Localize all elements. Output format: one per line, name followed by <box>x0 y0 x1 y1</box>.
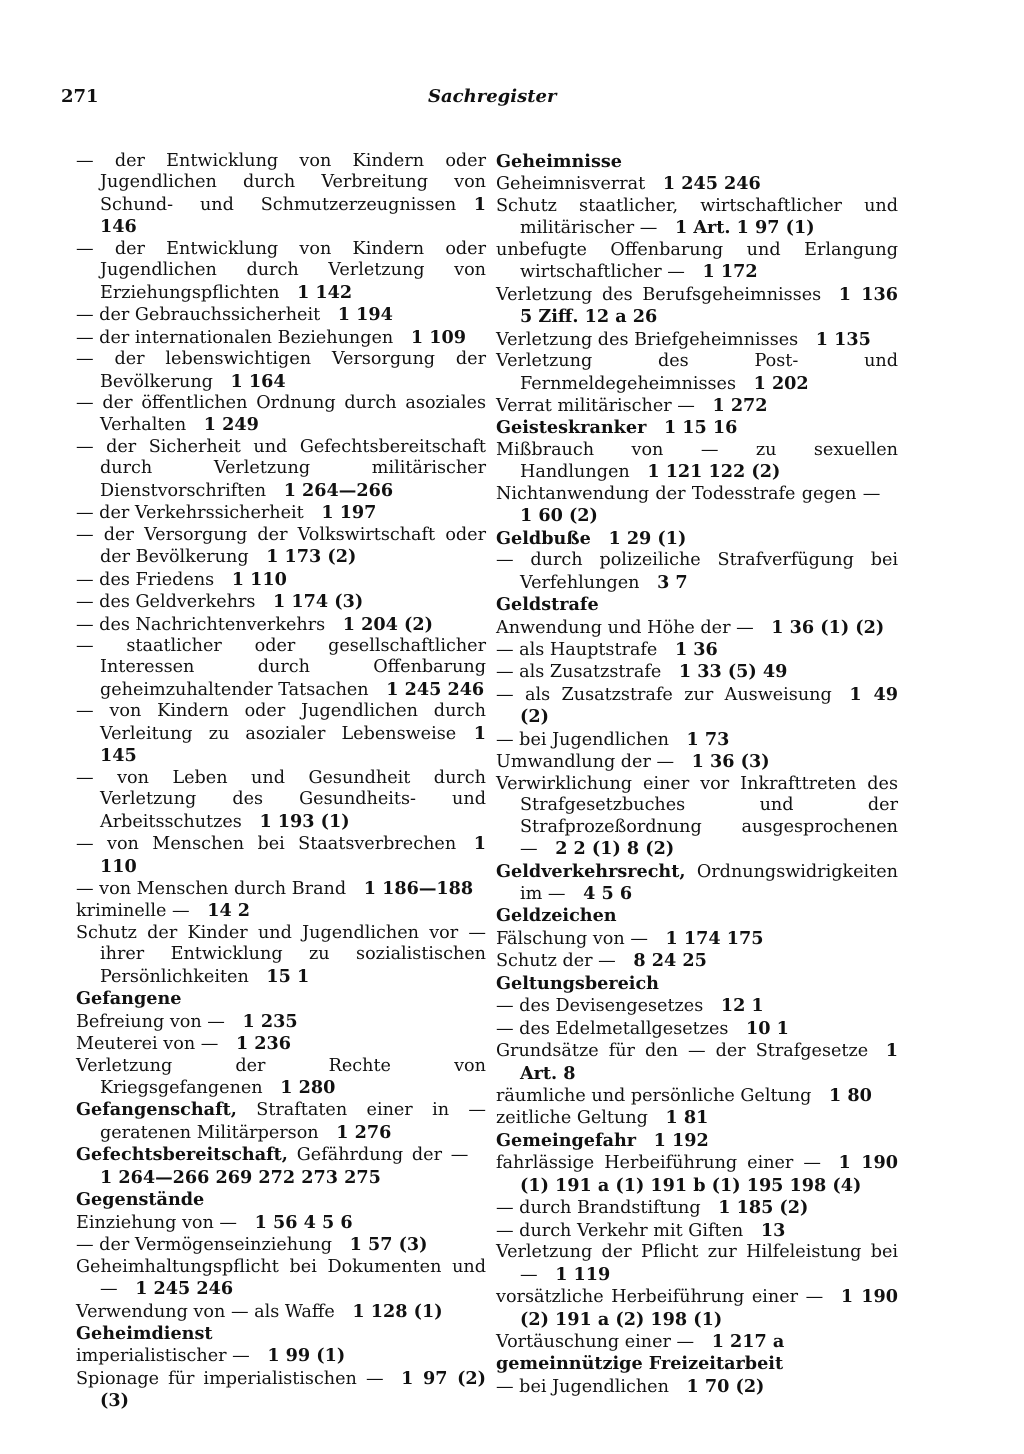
index-entry <box>496 774 898 861</box>
index-entry-text: — der Entwicklung von Kindern oder Jugendlichen durch Verbreitung von Schund- und Schmutzerzeugnissen <box>76 151 486 215</box>
index-heading-term: Geldbuße <box>496 527 591 549</box>
index-entry-reference: 1 264—266 269 272 273 275 <box>100 1166 381 1188</box>
index-heading-suffix: Ordnungswidrigkeiten im — <box>520 861 898 904</box>
index-entry-reference: 1 249 <box>203 414 259 436</box>
index-entry-reference: 1 128 (1) <box>352 1300 443 1322</box>
index-heading-term: gemeinnützige Freizeitarbeit <box>496 1353 784 1375</box>
index-entry <box>76 1033 486 1055</box>
index-entry-text: — als Zusatzstrafe <box>496 662 662 683</box>
index-entry <box>76 1257 486 1301</box>
index-entry <box>496 617 898 639</box>
index-entry-reference: 13 <box>760 1219 786 1241</box>
index-heading-term: Geisteskranker <box>496 417 647 439</box>
index-entry-text: Grundsätze für den — der Strafgesetze <box>496 1041 869 1062</box>
index-entry-reference: 1 172 <box>702 261 758 283</box>
index-entry-reference: 1 142 <box>297 281 353 303</box>
index-heading-term: Gefangene <box>76 988 182 1010</box>
index-entry <box>496 440 898 484</box>
index-entry <box>496 1331 898 1353</box>
index-entry-reference: 1 136 5 Ziff. 12 a 26 <box>520 283 898 328</box>
index-entry <box>76 1368 486 1413</box>
index-entry <box>496 1242 898 1286</box>
index-entry-text: imperialistischer — <box>76 1346 250 1367</box>
index-entry-reference: 1 99 (1) <box>267 1345 346 1367</box>
index-entry-reference: 1 146 <box>100 193 486 238</box>
index-entry-reference: 14 2 <box>207 900 251 922</box>
index-entry <box>76 1011 486 1033</box>
index-entry <box>76 878 486 900</box>
index-entry-text: Schutz staatlicher, wirtschaftlicher und militärischer — <box>496 195 898 239</box>
index-entry <box>76 1301 486 1323</box>
index-entry-text: Einziehung von — <box>76 1212 238 1233</box>
index-entry-text: — der öffentlichen Ordnung durch asoziales Verhalten <box>76 392 486 436</box>
index-entry <box>496 995 898 1017</box>
index-entry <box>76 151 486 239</box>
index-entry <box>496 1040 898 1085</box>
index-entry-reference: 1 97 (2) (3) <box>100 1367 486 1412</box>
index-heading-term: Geldstrafe <box>496 594 599 616</box>
index-entry-reference: 1 119 <box>555 1263 611 1285</box>
index-entry-text: Geheimnisverrat <box>496 174 646 195</box>
index-entry <box>76 502 486 524</box>
index-heading <box>496 861 898 906</box>
index-entry <box>76 591 486 613</box>
index-entry <box>76 1345 486 1367</box>
index-entry-text: — der internationalen Beziehungen <box>76 327 394 348</box>
index-entry-reference: 1 73 <box>686 728 730 750</box>
index-entry-text: — von Leben und Gesundheit durch Verletzung des Gesundheits- und Arbeitsschutzes <box>76 767 486 832</box>
index-entry-reference: 4 5 6 <box>583 882 633 904</box>
index-entry <box>76 393 486 437</box>
index-entry-reference: 1 Art. 8 <box>520 1040 898 1084</box>
index-entry-text: unbefugte Offenbarung und Erlangung wirtschaftlicher — <box>496 239 898 283</box>
index-entry-reference: 1 245 246 <box>662 173 761 195</box>
index-entry <box>496 240 898 284</box>
index-heading <box>76 988 486 1010</box>
index-entry-text: — des Edelmetallgesetzes <box>496 1018 729 1039</box>
index-entry <box>76 525 486 569</box>
index-entry-reference: 1 Art. 1 97 (1) <box>674 217 815 239</box>
index-entry <box>76 768 486 833</box>
index-heading <box>496 528 898 550</box>
index-entry-text: — durch Verkehr mit Giften <box>496 1220 744 1241</box>
index-entry-text: — als Hauptstrafe <box>496 639 658 660</box>
index-entry-text: Verletzung des Briefgeheimnisses <box>496 329 799 350</box>
index-entry-text: Verwendung von — als Waffe <box>76 1301 335 1322</box>
index-entry <box>496 1376 898 1398</box>
index-entry-reference: 1 80 <box>829 1085 872 1107</box>
index-heading <box>496 417 898 439</box>
index-heading <box>76 1323 486 1345</box>
index-heading-term: Gefechtsbereitschaft, <box>76 1144 288 1166</box>
index-entry-text: räumliche und persönliche Geltung <box>496 1086 812 1107</box>
index-heading <box>496 1353 898 1375</box>
index-entry <box>76 636 486 701</box>
index-entry-text: Verletzung der Rechte von Kriegsgefangenen <box>76 1055 486 1099</box>
index-entry-text: — als Zusatzstrafe zur Ausweisung <box>496 684 832 705</box>
index-entry <box>496 729 898 751</box>
index-entry-text: Vortäuschung einer — <box>496 1332 695 1353</box>
index-column-left <box>76 151 486 1413</box>
index-entry-text: — der lebenswichtigen Versorgung der Bevölkerung <box>76 349 486 392</box>
index-entry-text: — von Kindern oder Jugendlichen durch Verleitung zu asozialer Lebensweise <box>76 701 486 744</box>
index-entry <box>496 1220 898 1242</box>
index-heading <box>496 151 898 173</box>
index-heading <box>496 594 898 616</box>
index-entry-text: — von Menschen durch Brand <box>76 878 347 899</box>
index-entry-reference: 1 70 (2) <box>686 1375 765 1397</box>
index-entry-text: — der Sicherheit und Gefechtsbereitschaft durch Verletzung militärischer Dienstvorschriften <box>76 436 486 501</box>
index-entry-text: Nichtanwendung der Todesstrafe gegen — <box>496 483 881 504</box>
index-entry-text: — der Vermögenseinziehung <box>76 1235 333 1256</box>
index-entry-reference: 1 272 <box>712 394 768 416</box>
index-entry-text: Verletzung des Berufsgeheimnisses <box>496 284 822 305</box>
index-entry <box>496 1152 898 1197</box>
index-entry-reference: 1 186—188 <box>363 877 474 899</box>
index-entry <box>76 327 486 349</box>
index-entry-text: — bei Jugendlichen <box>496 1376 669 1397</box>
index-entry <box>496 639 898 661</box>
index-entry <box>496 950 898 972</box>
index-entry <box>76 614 486 636</box>
page-number: 271 <box>61 86 99 107</box>
index-entry <box>76 923 486 988</box>
index-entry <box>496 1107 898 1129</box>
index-entry-text: Spionage für imperialistischen — <box>76 1368 384 1389</box>
index-entry <box>76 437 486 502</box>
index-entry <box>76 1056 486 1100</box>
index-entry-text: Verletzung der Pflicht zur Hilfeleistung bei — <box>496 1242 898 1285</box>
index-entry-text: — der Entwicklung von Kindern oder Jugendlichen durch Verletzung von Erziehungspflichten <box>76 238 486 303</box>
index-entry-reference: 1 194 <box>337 304 393 326</box>
index-entry-reference: 1 245 246 <box>386 678 485 700</box>
running-head: Sachregister <box>428 86 557 107</box>
index-heading-term: Gefangenschaft, <box>76 1099 237 1121</box>
index-entry <box>76 1212 486 1234</box>
index-entry-reference: 3 7 <box>657 571 688 593</box>
index-entry-text: — bei Jugendlichen <box>496 729 669 750</box>
index-entry-reference: 1 245 246 <box>135 1278 234 1300</box>
index-entry-reference: 1 202 <box>753 372 809 394</box>
index-heading-suffix: Straftaten einer in — geratenen Militärperson <box>100 1100 486 1143</box>
index-entry <box>496 661 898 683</box>
index-entry-text: — durch Brandstiftung <box>496 1198 701 1219</box>
index-entry <box>496 1286 898 1331</box>
index-heading <box>76 1189 486 1211</box>
index-entry-text: Anwendung und Höhe der — <box>496 617 754 638</box>
index-entry-text: Mißbrauch von — zu sexuellen Handlungen <box>496 439 898 483</box>
index-entry <box>496 395 898 417</box>
index-entry-reference: 1 276 <box>336 1121 392 1143</box>
index-heading <box>76 1144 486 1189</box>
index-entry-text: zeitliche Geltung <box>496 1108 648 1129</box>
index-entry-reference: 1 36 <box>674 638 718 660</box>
index-heading <box>496 905 898 927</box>
index-heading-term: Gemeingefahr <box>496 1129 637 1151</box>
index-entry <box>496 1018 898 1040</box>
index-entry-reference: 1 29 (1) <box>608 527 687 549</box>
index-entry <box>496 484 898 528</box>
index-entry-text: Meuterei von — <box>76 1034 219 1055</box>
index-entry-text: vorsätzliche Herbeiführung einer — <box>496 1287 824 1308</box>
index-entry-text: fahrlässige Herbeiführung einer — <box>496 1153 821 1174</box>
index-entry-reference: 1 110 <box>100 833 486 877</box>
index-entry-reference: 1 190 (1) 191 a (1) 191 b (1) 195 198 (4) <box>520 1152 898 1196</box>
index-entry-text: Befreiung von — <box>76 1011 225 1032</box>
index-entry-text: Schutz der — <box>496 951 616 972</box>
index-entry <box>496 928 898 950</box>
index-entry <box>496 329 898 351</box>
index-entry-reference: 1 217 a <box>711 1331 785 1353</box>
index-entry-text: Verletzung des Post- und Fernmeldegeheimnisses <box>496 351 898 394</box>
index-entry-reference: 1 174 (3) <box>273 591 364 613</box>
index-entry-reference: 1 36 (1) (2) <box>771 616 885 638</box>
index-entry-reference: 1 173 (2) <box>266 546 357 568</box>
index-entry-reference: 1 264—266 <box>283 479 394 501</box>
index-entry-reference: 1 57 (3) <box>349 1234 428 1256</box>
index-entry <box>76 833 486 878</box>
index-entry-reference: 15 1 <box>266 965 310 987</box>
index-entry-text: Verrat militärischer — <box>496 395 695 416</box>
index-entry <box>496 550 898 594</box>
index-heading-term: Gegenstände <box>76 1189 205 1211</box>
index-entry <box>496 1197 898 1219</box>
index-entry-text: kriminelle — <box>76 901 190 922</box>
index-entry-reference: 1 174 175 <box>665 927 764 949</box>
index-entry <box>496 684 898 729</box>
index-entry-reference: 1 235 <box>242 1010 298 1032</box>
index-entry-text: Umwandlung der — <box>496 752 675 773</box>
index-heading-term: Geheimnisse <box>496 151 622 172</box>
index-entry-text: Schutz der Kinder und Jugendlichen vor — ihrer Entwicklung zu sozialistischen Persönlichkeiten <box>76 922 486 987</box>
index-entry-text: Geheimhaltungspflicht bei Dokumenten und — <box>76 1256 486 1300</box>
index-heading-term: Geltungsbereich <box>496 972 659 994</box>
index-entry-text: — von Menschen bei Staatsverbrechen <box>76 834 457 855</box>
index-heading-term: Geldverkehrsrecht, <box>496 860 686 882</box>
index-entry-text: — der Versorgung der Volkswirtschaft oder der Bevölkerung <box>76 524 486 568</box>
index-entry <box>496 284 898 329</box>
index-entry-text: — des Geldverkehrs <box>76 592 256 613</box>
index-entry <box>496 173 898 195</box>
index-entry <box>496 751 898 773</box>
index-entry-reference: 1 36 (3) <box>691 751 770 773</box>
index-entry <box>76 349 486 393</box>
index-entry-reference: 1 49 (2) <box>520 683 898 728</box>
index-entry-reference: 1 185 (2) <box>718 1197 809 1219</box>
index-entry-reference: 8 24 25 <box>633 950 707 972</box>
index-entry-reference: 1 164 <box>230 370 286 392</box>
index-entry-text: — durch polizeiliche Strafverfügung bei Verfehlungen <box>496 550 898 593</box>
index-entry-reference: 1 121 122 (2) <box>647 461 781 483</box>
index-entry-text: Fälschung von — <box>496 928 648 949</box>
index-entry <box>76 569 486 591</box>
index-entry-reference: 1 197 <box>321 502 377 524</box>
index-entry <box>76 239 486 304</box>
index-entry <box>76 304 486 326</box>
index-entry <box>76 900 486 922</box>
index-entry-reference: 1 204 (2) <box>342 613 433 635</box>
index-entry-reference: 1 110 <box>231 568 287 590</box>
index-entry-reference: 1 190 (2) 191 a (2) 198 (1) <box>520 1286 898 1330</box>
index-entry <box>76 1234 486 1256</box>
index-entry-text: — des Nachrichtenverkehrs <box>76 614 326 635</box>
index-entry <box>76 701 486 767</box>
index-entry-reference: 1 192 <box>653 1129 709 1151</box>
index-entry-reference: 1 60 (2) <box>520 505 598 527</box>
index-heading <box>76 1099 486 1144</box>
index-entry-reference: 10 1 <box>746 1017 789 1039</box>
index-entry-text: — des Devisengesetzes <box>496 996 704 1017</box>
index-entry-reference: 12 1 <box>720 995 764 1017</box>
index-entry-reference: 1 135 <box>815 328 871 350</box>
index-entry-text: — des Friedens <box>76 569 215 590</box>
index-entry-text: — der Gebrauchssicherheit <box>76 305 321 326</box>
index-heading <box>496 973 898 995</box>
index-entry <box>496 351 898 395</box>
index-entry-reference: 1 15 16 <box>663 417 738 439</box>
index-heading <box>496 1130 898 1152</box>
index-heading-term: Geheimdienst <box>76 1323 213 1345</box>
index-entry-reference: 1 280 <box>280 1077 336 1099</box>
index-heading-suffix: Gefährdung der — <box>287 1145 469 1166</box>
index-entry <box>496 196 898 240</box>
index-entry-reference: 1 109 <box>410 326 466 348</box>
index-entry-reference: 2 2 (1) 8 (2) <box>555 838 675 860</box>
index-entry-reference: 1 33 (5) 49 <box>678 661 788 683</box>
index-entry-text: — staatlicher oder gesellschaftlicher Interessen durch Offenbarung geheimzuhaltender Tatsachen <box>76 635 486 700</box>
index-heading-term: Geldzeichen <box>496 905 617 927</box>
index-column-right <box>496 151 898 1398</box>
index-entry-text: — der Verkehrssicherheit <box>76 503 304 524</box>
index-entry-reference: 1 193 (1) <box>259 810 350 832</box>
index-entry-reference: 1 56 4 5 6 <box>254 1211 353 1233</box>
index-entry <box>496 1085 898 1107</box>
index-entry-reference: 1 145 <box>100 722 486 767</box>
index-entry-text: Verwirklichung einer vor Inkrafttreten des Strafgesetzbuches und der Strafprozeßordnung ausgesprochenen — <box>496 773 898 860</box>
index-entry-reference: 1 81 <box>665 1107 709 1129</box>
index-entry-reference: 1 236 <box>235 1033 292 1055</box>
